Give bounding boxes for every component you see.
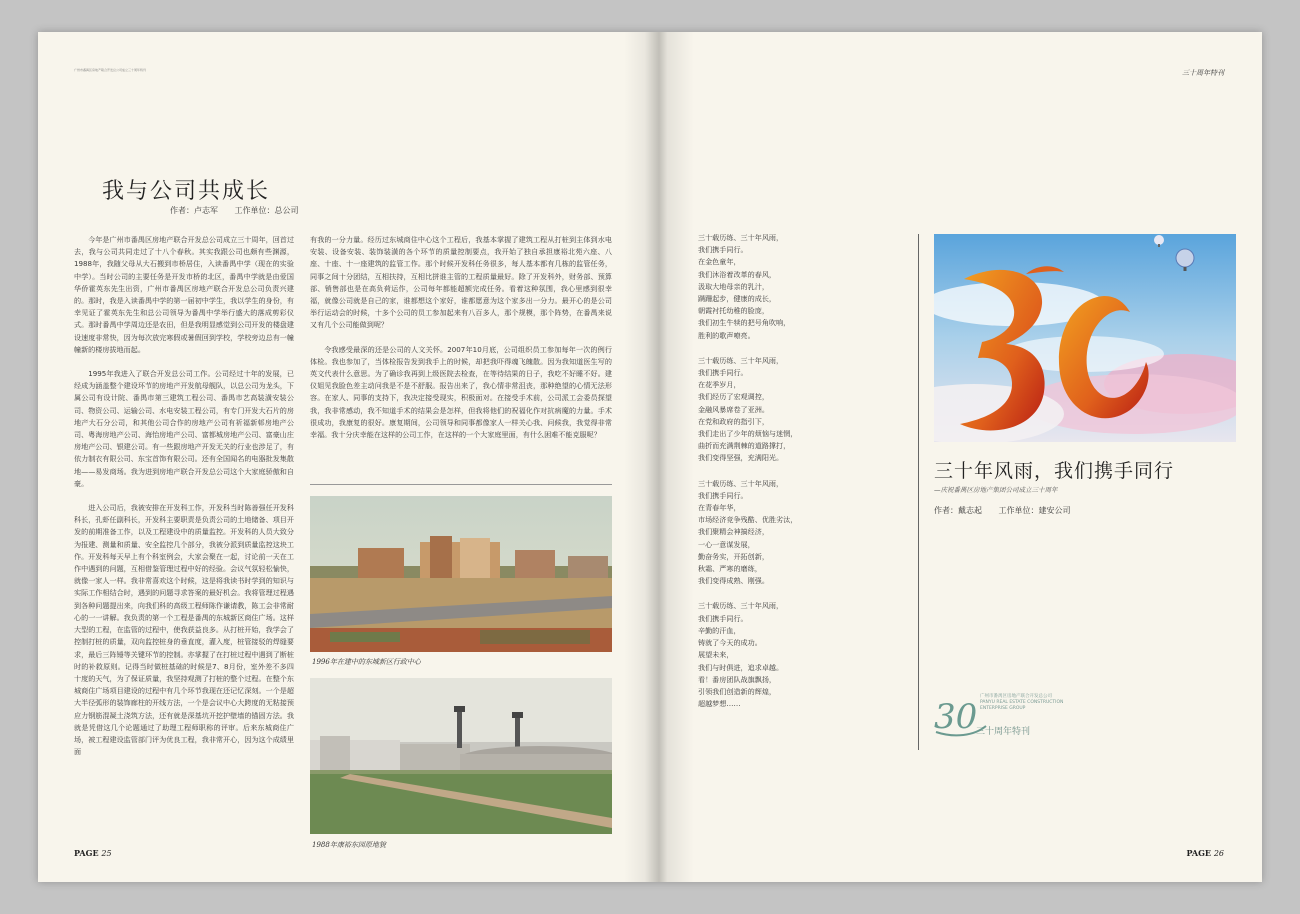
right-header: 三十周年特刊: [1182, 69, 1224, 77]
photo2-caption: 1988年康裕东园原地貌: [312, 841, 386, 849]
photo1-caption: 1996年在建中的东城新区行政中心: [312, 658, 421, 666]
text-column-2: [310, 234, 612, 453]
article-byline: [170, 205, 313, 216]
paragraph: 令我感受最深的还是公司的人文关怀。2007年10月底，公司组织员工参加每年一次的例行体检。我也参加了，当体检报告发到我手上的时候，却把我吓得魂飞魄散。因为我知道医生写的英文代表什么意思。为了确诊我再到上级医院去检查，在等待结果的日子，我吃不好睡不好。建仪姐见我脸色差主动问我是不是不舒服。报告出来了，我心情非常沮丧，那种绝望的心情无法形容。在家人、同事的支持下，我决定接受现实，积极面对。在接受手术前，公司派工会委员探望我，我非常感动，我不知道手术的结果会是怎样，但我将他们的祝福化作对抗病魔的力量。手术很成功，我康复的很好。康复期间，公司领导和同事都像家人一样关心我、问候我，我觉得非常幸福。我十分庆幸能在这样的公司工作，在这样的一个大家庭里面，有什么困难不能克服呢？: [310, 344, 612, 440]
logo-caption: 三十周年特刊: [976, 727, 1031, 737]
article-byline-right: [934, 505, 1085, 516]
poem-stanza: 三十载历练、三十年风雨， 我们携手同行。 辛勤的汗血， 铸就了今天的成功。 展望未来， 我们与时俱进，追求卓越。 看！番房团队战旗飘扬， 引领我们创造新的辉煌， 超越梦想……: [698, 601, 784, 709]
byline-unit: 工作单位：建安公司: [998, 506, 1071, 515]
column-divider: [310, 484, 612, 485]
svg-text:30: 30: [934, 697, 978, 737]
logo-text: 广州市番禺区房地产联合开发总公司 PANYU REAL ESTATE CONSTRUCTION ENTERPRISE GROUP: [980, 694, 1064, 711]
photo-dongcheng-construction: [310, 496, 612, 652]
poem-stanza: 三十载历练、三十年风雨， 我们携手同行。 在金色童年， 我们沐浴着改革的春风， 汲取大地母亲的乳汁， 蹒跚起步，健康的成长， 朝霞衬托幼稚的脸庞， 我们初生牛犊的把号角吹响， 胜利的歌声嘹亮。: [698, 233, 791, 340]
article-title: 我与公司共成长: [102, 179, 271, 204]
poem: [698, 232, 898, 723]
paragraph: 今年是广州市番禺区房地产联合开发总公司成立三十周年，回首过去，我与公司共同走过了十八个春秋。其实我跟公司也颇有些渊源，1988年，我随父母从大石搬到市桥居住，入读番禺中学（现在的实验中学）。当时公司的主要任务是开发市桥的北区，番禺中学就是由爱国华侨霍英东先生出资，广州市番禺区房地产联合开发总公司负责兴建的。那时，我是入读番禺中学的第一届初中学生，我以学生的身份，有幸见证了霍英东先生和总公司领导为番禺中学举行盛大的落成剪彩仪式。那时番禺中学周边还是农田，但是我明显感觉到公司开发的楼盘建设速度非常快，因为每次放完寒假或暑假回到学校，学校旁边总有一幢幢新的楼房拔地而起。: [74, 235, 294, 354]
right-page-number: PAGE 26: [1186, 848, 1224, 858]
byline-unit: 工作单位：总公司: [234, 206, 299, 215]
byline-author: 作者：戴志起: [934, 506, 982, 515]
article-title-right: 三十年风雨，我们携手同行: [934, 460, 1175, 482]
paragraph: 有我的一分力量。经历过东城商住中心这个工程后，我基本掌握了建筑工程从打桩到主体到水电安装、设备安装、装饰装潢的各个环节的质量控制要点，我开始了独自承担康裕北苑六座、八座、十座、十一座建筑的监管工作。那个时候开发科任务很多，每人基本都有几栋的监管任务，同事之间十分团结，互相扶持，互相比拼谁主管的工程质量最好。除了开发科外，财务部、预算部、销售部也是在高负荷运作，公司每年都能超额完成任务。看着这种氛围，我心里感到很幸福，就像公司就是自己的家，谁都想这个家好，谁都愿意为这个家多出一分力。最开心的是公司举行运动会的时候，十多个公司的员工参加起来有八百多人，那个规模，那个阵势，在番禺来说又有几个公司能做到呢？: [310, 235, 612, 330]
vertical-rule: [918, 234, 919, 750]
hero-30-image: [934, 234, 1236, 442]
magazine-spread: [38, 32, 1262, 882]
paragraph: 1995年我进入了联合开发总公司工作。公司经过十年的发展，已经成为涵盖整个建设环节的房地产开发航母舰队，以总公司为龙头，下属公司有设计院、番禺市第三建筑工程公司、番禺市艺高装潢安装公司、物资公司、运输公司、水电安装工程公司，有专门开发大石片的房地产大石分公司，和其他公司合作的房地产公司有祈福新邨房地产公司、粤海房地产公司、海怡房地产公司、富都城房地产公司、富豪山庄房地产公司、银建公司。有一些跟房地产开发无关的行业也涉足了，有依力制衣有限公司、东宝首饰有限公司。还有全国闻名的电器批发集散地——易发商场。我为进到房地产联合开发总公司这个大家庭骄傲和自豪。: [74, 369, 294, 488]
poem-stanza: 三十载历练、三十年风雨， 我们携手同行。 在青春年华， 市场经济竞争残酷、优胜劣汰， 我们聚精会神搞经济， 一心一意谋发展， 勤奋务实，开拓创新， 秋霜、严寒的磨练， 我们变得成熟、刚强。: [698, 478, 798, 586]
paragraph: 进入公司后，我被安排在开发科工作，开发科当时陈善强任开发科科长，孔虾任副科长，开发科主要职责是负责公司的土地储备、项目开发的前期准备工作，以及工程建设中的质量监控。开发科的人员大致分为报建、测量和质量、安全监控几个部分，我被分派到质量监控这块工作。开发科每天早上有个科室例会，大家会聚在一起，讨论前一天在工作中遇到的问题，互相借鉴管理过程中好的经验。会议气氛轻松愉快，就像一家人一样。我非常喜欢这个时候，这是将我读书时学到的知识与实际工作相结合时，遇到的问题寻求答案的最好机会。我将管理过程遇到各种问题提出来，向我们科的高级工程师陈作谦请教，陈工会非常耐心的一一讲解。我负责的第一个工程是番禺的东城新区商住广场。这样大型的工程，在监管的过程中，使我获益良多。从打桩开始，我学会了控制打桩的质量，双向监控桩身的垂直度，灌入度，桩管接驳的焊缝要求，最后三阵锤等关键环节的控制。亦掌握了在打桩过程中遇到了断桩时的补救原则。记得当时做桩基础的时候是7、8月份，室外差不多四十度的天气，为了保证质量，我坚持观测了打桩的整个过程。在整个东城商住广场项目建设的过程中有几个环节我现在还记忆深刻。一个是超大半径弧形的装饰廊柱的开线方法，一个是会议中心大跨度的无粘接预应力钢筋混凝土浇筑方法，还有就是深基坑开挖护壁墙的锚固方法。我就是凭借这几个论题通过了助理工程师职称的评审。后来东城商住广场，被工程建设监管部门评为优良工程，我非常开心，因为这个成绩里面: [74, 503, 294, 757]
poem-stanza: 三十载历练、三十年风雨， 我们携手同行。 在花季岁月， 我们经历了宏观调控， 金融风暴席卷了亚洲。 在党和政府的指引下， 我们走出了少年的烦恼与迷惘， 曲折而充满荆棘的道路撑打， 我们变得坚强，充满阳光。: [698, 355, 798, 463]
book-spine-shadow: [624, 32, 694, 882]
left-page-number: PAGE 25: [74, 848, 112, 858]
byline-author: 作者：卢志军: [170, 206, 218, 215]
left-page: [38, 32, 650, 882]
photo-kangyu-original-site: [310, 678, 612, 834]
text-column-1: [74, 234, 294, 770]
article-subtitle: —庆祝番禺区房地产集团公司成立三十周年: [934, 486, 1058, 494]
left-header-small: 广州市番禺区房地产联合开发总公司成立三十周年特刊: [74, 68, 147, 72]
right-page: [650, 32, 1262, 882]
